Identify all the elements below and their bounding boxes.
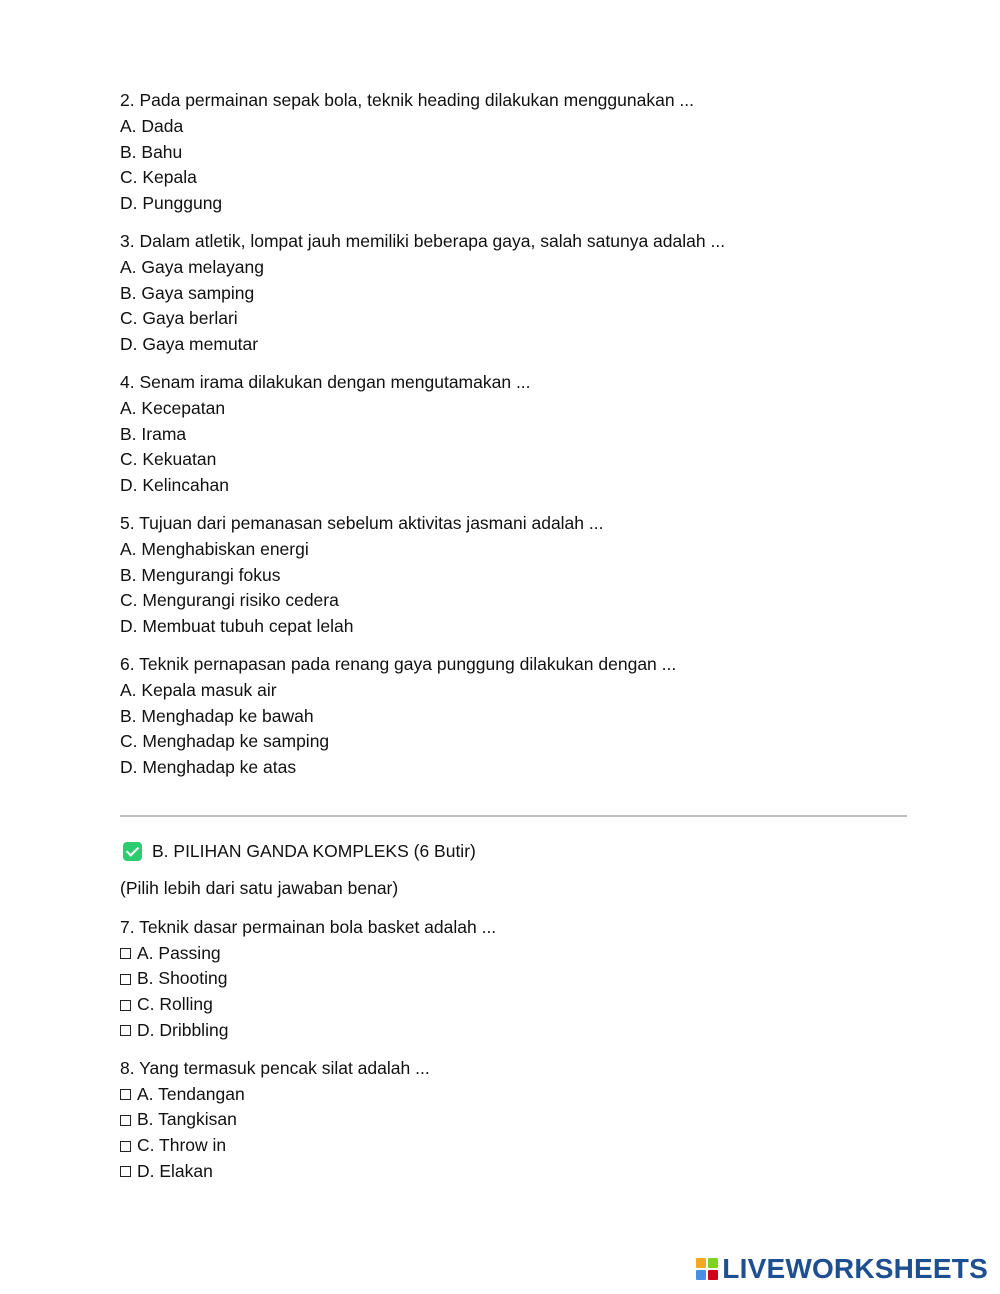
checkbox-icon[interactable] <box>120 1025 131 1036</box>
checkbox-option[interactable] <box>120 992 910 1018</box>
answer-option[interactable]: A. Dada <box>120 115 184 136</box>
checkbox-option[interactable] <box>120 1159 910 1185</box>
answer-option[interactable]: B. Bahu <box>120 141 183 162</box>
section-heading <box>120 838 910 864</box>
question-6 <box>120 652 910 781</box>
option-label: C. Throw in <box>137 1135 227 1156</box>
logo-mark-icon <box>696 1258 718 1280</box>
answer-option[interactable]: B. Gaya samping <box>120 282 255 303</box>
option-label: D. Elakan <box>137 1160 213 1181</box>
checkbox-option[interactable] <box>120 1018 910 1044</box>
question-8 <box>120 1056 910 1185</box>
checkbox-icon[interactable] <box>120 1166 131 1177</box>
checkbox-option[interactable] <box>120 1133 910 1159</box>
checkbox-icon[interactable] <box>120 948 131 959</box>
checkbox-icon[interactable] <box>120 1000 131 1011</box>
answer-option[interactable]: A. Gaya melayang <box>120 256 264 277</box>
answer-option[interactable]: B. Menghadap ke bawah <box>120 705 314 726</box>
question-4 <box>120 370 910 499</box>
question-text: 2. Pada permainan sepak bola, teknik heading dilakukan menggunakan ... <box>120 90 695 110</box>
question-text: 8. Yang termasuk pencak silat adalah ... <box>120 1057 430 1078</box>
multiple-choice-section <box>120 88 910 793</box>
answer-option[interactable]: B. Mengurangi fokus <box>120 564 281 585</box>
answer-option[interactable]: C. Kekuatan <box>120 449 217 470</box>
option-label: B. Tangkisan <box>137 1109 237 1130</box>
checkbox-option[interactable] <box>120 1082 910 1108</box>
option-label: A. Passing <box>137 942 221 963</box>
complex-choice-section <box>120 838 910 1197</box>
checkbox-icon[interactable] <box>120 1115 131 1126</box>
answer-option[interactable]: A. Menghabiskan energi <box>120 538 309 559</box>
checkbox-icon[interactable] <box>120 1089 131 1100</box>
answer-option[interactable]: C. Kepala <box>120 167 197 188</box>
question-text: 4. Senam irama dilakukan dengan mengutamakan ... <box>120 371 531 392</box>
question-7 <box>120 915 910 1044</box>
option-label: A. Tendangan <box>137 1083 245 1104</box>
check-mark-icon <box>123 842 142 861</box>
answer-option[interactable]: A. Kepala masuk air <box>120 679 277 700</box>
question-text: 6. Teknik pernapasan pada renang gaya punggung dilakukan dengan ... <box>120 653 677 674</box>
section-divider <box>120 815 907 817</box>
answer-option[interactable]: B. Irama <box>120 423 187 444</box>
answer-option[interactable]: C. Gaya berlari <box>120 308 238 329</box>
checkbox-option[interactable] <box>120 966 910 992</box>
logo-text: LIVEWORKSHEETS <box>722 1253 988 1284</box>
question-text: 5. Tujuan dari pemanasan sebelum aktivitas jasmani adalah ... <box>120 512 604 533</box>
answer-option[interactable]: D. Menghadap ke atas <box>120 757 297 778</box>
question-text: 3. Dalam atletik, lompat jauh memiliki beberapa gaya, salah satunya adalah ... <box>120 230 726 251</box>
section-title: B. PILIHAN GANDA KOMPLEKS (6 Butir) <box>152 841 476 861</box>
answer-option[interactable]: A. Kecepatan <box>120 397 226 418</box>
question-3 <box>120 229 910 358</box>
checkbox-option[interactable] <box>120 941 910 967</box>
answer-option[interactable]: D. Kelincahan <box>120 475 229 496</box>
answer-option[interactable]: C. Menghadap ke samping <box>120 731 330 752</box>
answer-option[interactable]: C. Mengurangi risiko cedera <box>120 590 339 611</box>
answer-option[interactable]: D. Membuat tubuh cepat lelah <box>120 616 354 637</box>
checkbox-icon[interactable] <box>120 974 131 985</box>
option-label: B. Shooting <box>137 968 228 989</box>
question-text: 7. Teknik dasar permainan bola basket adalah ... <box>120 916 497 937</box>
question-2 <box>120 88 910 217</box>
answer-option[interactable]: D. Gaya memutar <box>120 334 259 355</box>
liveworksheets-logo[interactable] <box>696 1252 988 1286</box>
question-5 <box>120 511 910 640</box>
checkbox-icon[interactable] <box>120 1141 131 1152</box>
option-label: C. Rolling <box>137 994 213 1015</box>
checkbox-option[interactable] <box>120 1107 910 1133</box>
section-note: (Pilih lebih dari satu jawaban benar) <box>120 878 399 898</box>
option-label: D. Dribbling <box>137 1019 229 1040</box>
answer-option[interactable]: D. Punggung <box>120 193 223 214</box>
